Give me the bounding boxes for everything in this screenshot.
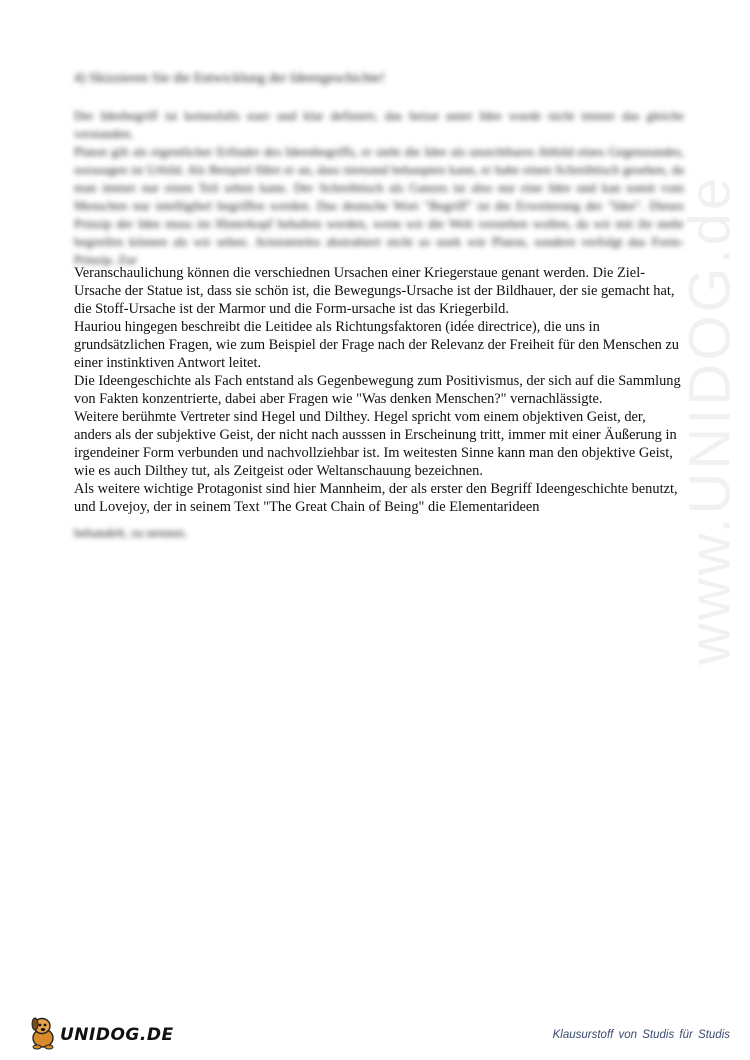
body-paragraph: Als weitere wichtige Protagonist sind hier Mannheim, der als erster den Begriff Ideengeschichte benutzt, und Lovejoy, der in seinem Text "The Great Chain of Being" die Elementarideen bbox=[74, 481, 678, 515]
blurred-paragraph: Der Ideebegriff ist keinesfalls starr und klar definiert, das heisst unter Idee wurde nicht immer das gleiche verstanden. bbox=[74, 108, 684, 141]
blurred-intro bbox=[74, 107, 684, 269]
logo-text: UNIDOG.DE bbox=[60, 1025, 174, 1045]
footer-tagline: Klausurstoff von Studis für Studis bbox=[552, 1029, 730, 1041]
blurred-tail: behandelt, zu nennen. bbox=[74, 525, 188, 540]
watermark: www.UNIDOG.de bbox=[677, 174, 743, 666]
body-paragraph: Veranschaulichung können die verschiednen Ursachen einer Kriegerstaue genant werden. Die Ziel-Ursache der Statue ist, dass sie schön ist, die Bewegungs-Ursache ist der Bildhauer, der sie gemacht hat, die Stoff-Ursache ist der Marmor und die Form-ursache ist das Kriegerbild. bbox=[74, 265, 675, 317]
body-paragraph: Weitere berühmte Vertreter sind Hegel und Dilthey. Hegel spricht vom einem objektiven Geist, der, anders als der subjektive Geist, der nicht nach ausssen in Erscheinung tritt, immer mit einer Äußerung in irgendeiner Form verbunden und nachvollziehbar ist. Im weitesten Sinne kann man den objektive Geist, wie es auch Dilthey tut, als Zeitgeist oder Weltanschauung bezeichnen. bbox=[74, 409, 677, 479]
body-paragraph: Die Ideengeschichte als Fach entstand als Gegenbewegung zum Positivismus, der sich auf die Sammlung von Fakten konzentrierte, dabei aber Fragen wie "Was denken Menschen?" vernachlässigte. bbox=[74, 373, 681, 407]
document-body bbox=[74, 264, 684, 516]
question-heading: 4) Skizzieren Sie die Entwicklung der Ideengeschichte! bbox=[74, 71, 385, 86]
body-paragraph: Hauriou hingegen beschreibt die Leitidee als Richtungsfaktoren (idée directrice), die uns in grundsätzlichen Fragen, wie zum Beispiel der Frage nach der Relevanz der Freiheit für den Menschen zu einer instinktiven Antwort leitet. bbox=[74, 319, 679, 371]
site-logo[interactable] bbox=[28, 1012, 174, 1052]
dog-mascot-icon bbox=[28, 1014, 58, 1050]
blurred-paragraph: Platon gilt als eigentlicher Erfinder des Ideenbegriffs, er sieht die Idee als unsichtbares Abbild eines Gegenstandes, sozusagen ist Urbild. Als Beispiel führt er an, dass niemand behaupten kann, er habe einen Schreibtisch gesehen, da man immer nur einen Teil sehen kann. Der Schreibtisch als Ganzes ist also nur eine Idee und kan somit vom Menschen nur intelligibel begriffen werden. Das deutsche Wort "Begriff" ist die Erweiterung der "Idee". Dieses Prinzip der Idee muss im Hinterkopf behalten werden, wenn wir die Welt verstehen wollen, da wir mit ihr mehr begreifen können als wir sehen. Aristoteteles abstrahiert nicht so stark wie Platon, sondern verfolgt das Form-Prinzip. Zur bbox=[74, 144, 684, 267]
